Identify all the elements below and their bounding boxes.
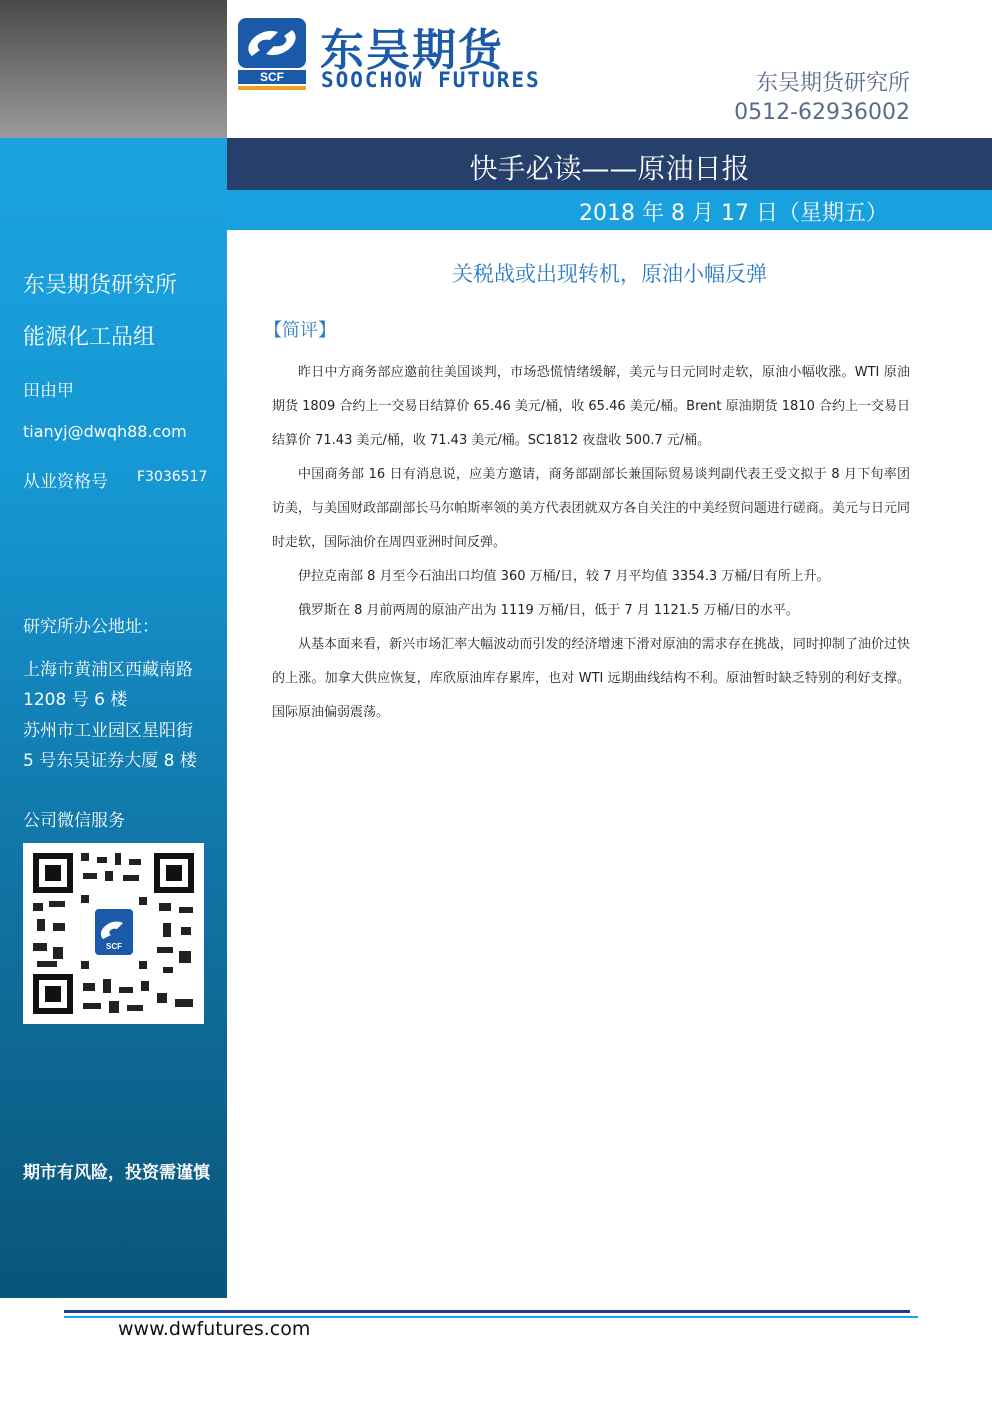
sidebar-address-label: 研究所办公地址： (23, 617, 159, 637)
report-date: 2018 年 8 月 17 日（星期五） (579, 201, 888, 226)
risk-notice: 期市有风险，投资需谨慎 (23, 1163, 210, 1183)
logo-text-en: SOOCHOW FUTURES (321, 68, 541, 92)
header-gray-block (0, 0, 227, 138)
wechat-qr-code[interactable] (23, 843, 204, 1024)
header-phone: 0512-62936002 (734, 100, 910, 125)
sidebar-analyst: 田由甲 (23, 381, 74, 401)
address-line: 苏州市工业园区星阳街 (23, 721, 193, 741)
svg-text:SCF: SCF (106, 942, 122, 951)
sidebar-license-label: 从业资格号 (23, 472, 108, 492)
headline: 关税战或出现转机，原油小幅反弹 (452, 262, 767, 286)
paragraph: 俄罗斯在 8 月前两周的原油产出为 1119 万桶/日，低于 7 月 1121.5 万桶/日的水平。 (298, 603, 799, 618)
sidebar-license-no: F3036517 (137, 469, 208, 485)
sidebar-wechat-label: 公司微信服务 (23, 811, 125, 831)
address-line: 5 号东吴证券大厦 8 楼 (23, 751, 197, 771)
report-body (272, 356, 910, 730)
title-bar (227, 138, 992, 190)
logo-text-cn: 东吴期货 (320, 25, 504, 76)
address-line: 1208 号 6 楼 (23, 690, 128, 710)
paragraph: 中国商务部 16 日有消息说，应美方邀请，商务部副部长兼国际贸易谈判副代表王受文拟于 8 月下旬率团访美，与美国财政部副部长马尔帕斯率领的美方代表团就双方各自关注的中美经贸问题进行磋商。美元与日元同时走软，国际油价在周四亚洲时间反弹。 (272, 467, 910, 550)
paragraph: 从基本面来看，新兴市场汇率大幅波动而引发的经济增速下滑对原油的需求存在挑战，同时抑制了油价过快的上涨。加拿大供应恢复，库欣原油库存累库，也对 WTI 远期曲线结构不利。原油暂时缺乏特别的利好支撑。国际原油偏弱震荡。 (272, 637, 910, 720)
date-bar (227, 190, 992, 230)
footer-website-link[interactable]: www.dwfutures.com (118, 1318, 311, 1340)
sidebar-group: 能源化工品组 (23, 325, 156, 350)
sidebar-institute: 东吴期货研究所 (23, 273, 178, 298)
paragraph: 伊拉克南部 8 月至今石油出口均值 360 万桶/日，较 7 月平均值 3354.3 万桶/日有所上升。 (298, 569, 830, 584)
logo-icon (238, 18, 306, 90)
footer-divider (64, 1310, 910, 1313)
header-institute: 东吴期货研究所 (755, 71, 910, 96)
report-title: 快手必读——原油日报 (469, 152, 750, 185)
svg-text:SCF: SCF (260, 70, 284, 84)
address-line: 上海市黄浦区西藏南路 (23, 660, 193, 680)
paragraph: 昨日中方商务部应邀前往美国谈判，市场恐慌情绪缓解，美元与日元同时走软，原油小幅收涨。WTI 原油期货 1809 合约上一交易日结算价 65.46 美元/桶，收 65.46 美元/桶。Brent 原油期货 1810 合约上一交易日结算价 71.43 美元/桶，收 71.43 美元/桶。SC1812 夜盘收 500.7 元/桶。 (272, 365, 910, 448)
section-title: 【简评】 (264, 320, 336, 341)
sidebar-email[interactable]: tianyj@dwqh88.com (23, 422, 187, 441)
